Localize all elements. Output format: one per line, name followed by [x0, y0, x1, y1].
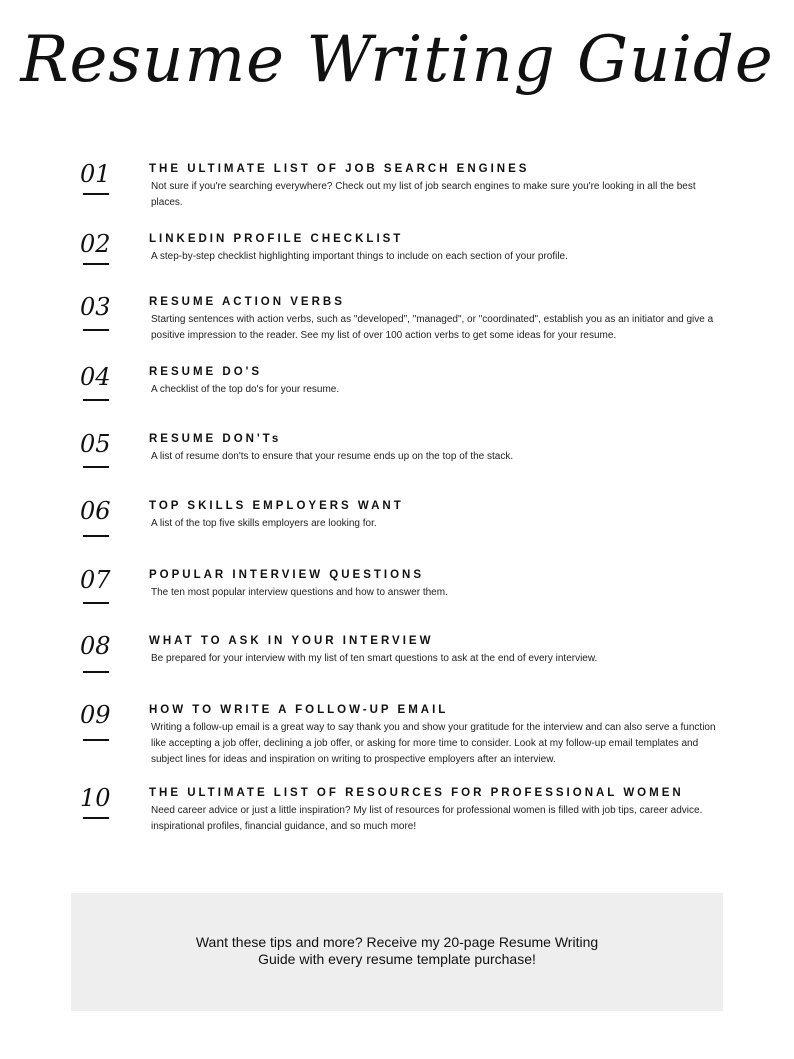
- item-heading: LINKEDIN PROFILE CHECKLIST: [149, 233, 404, 245]
- number-underline: [83, 602, 109, 604]
- item-heading: WHAT TO ASK IN YOUR INTERVIEW: [149, 635, 434, 647]
- number-underline: [83, 466, 109, 468]
- item-heading: THE ULTIMATE LIST OF JOB SEARCH ENGINES: [149, 163, 530, 175]
- item-description: A list of the top five skills employers are looking for.: [151, 518, 377, 529]
- number-underline: [83, 535, 109, 537]
- item-content: [149, 365, 719, 398]
- item-heading: RESUME ACTION VERBS: [149, 296, 345, 308]
- item-number: 10: [80, 784, 111, 812]
- item-description: A list of resume don'ts to ensure that your resume ends up on the top of the stack.: [151, 451, 514, 462]
- item-content: [149, 703, 719, 768]
- item-number: 07: [80, 566, 111, 594]
- cta-text: Want these tips and more? Receive my 20-page Resume Writing Guide with every resume template purchase!: [195, 934, 599, 967]
- item-content: [149, 295, 719, 344]
- number-underline: [83, 739, 109, 741]
- number-underline: [83, 399, 109, 401]
- item-number: 09: [80, 701, 111, 729]
- item-description: A checklist of the top do's for your resume.: [151, 384, 340, 395]
- item-description: Writing a follow-up email is a great way to say thank you and show your gratitude for the interview and can also serve a function like accepting a job offer, declining a job offer, or asking for more time to consider. Look at my follow-up email templates and subject lines for ideas and inspiration on writing to prospective employers after an interview.: [151, 722, 716, 765]
- item-content: [149, 568, 719, 601]
- item-description: Starting sentences with action verbs, such as "developed", "managed", or "coordinated", establish you as an initiator and give a positive impression to the reader. See my list of over 100 action verbs to get some ideas for your resume.: [151, 314, 714, 341]
- item-number: 03: [80, 293, 111, 321]
- item-number: 06: [80, 497, 111, 525]
- number-underline: [83, 671, 109, 673]
- item-content: [149, 634, 719, 667]
- item-number: 04: [80, 363, 111, 391]
- item-content: [149, 232, 719, 265]
- item-description: Be prepared for your interview with my list of ten smart questions to ask at the end of every interview.: [151, 653, 598, 664]
- number-underline: [83, 263, 109, 265]
- page-title: Resume Writing Guide: [20, 23, 774, 97]
- item-content: [149, 499, 719, 532]
- item-heading: HOW TO WRITE A FOLLOW-UP EMAIL: [149, 704, 449, 716]
- item-description: Need career advice or just a little inspiration? My list of resources for professional women is filled with job tips, career advice. inspirational profiles, financial guidance, and so much more!: [151, 805, 703, 832]
- item-content: [149, 162, 719, 211]
- item-heading: TOP SKILLS EMPLOYERS WANT: [149, 500, 404, 512]
- item-description: Not sure if you're searching everywhere? Check out my list of job search engines to make sure you're looking in all the best places.: [151, 181, 696, 208]
- cta-banner: [71, 893, 723, 1011]
- item-content: [149, 786, 719, 835]
- number-underline: [83, 193, 109, 195]
- item-heading: RESUME DO'S: [149, 366, 263, 378]
- item-heading: RESUME DON'Ts: [149, 433, 282, 445]
- item-number: 05: [80, 430, 111, 458]
- item-number: 01: [80, 160, 111, 188]
- number-underline: [83, 329, 109, 331]
- item-number: 02: [80, 230, 111, 258]
- number-underline: [83, 817, 109, 819]
- item-description: A step-by-step checklist highlighting important things to include on each section of your profile.: [151, 251, 568, 262]
- item-content: [149, 432, 719, 465]
- item-number: 08: [80, 632, 111, 660]
- item-heading: THE ULTIMATE LIST OF RESOURCES FOR PROFESSIONAL WOMEN: [149, 787, 684, 799]
- item-heading: POPULAR INTERVIEW QUESTIONS: [149, 569, 425, 581]
- item-description: The ten most popular interview questions and how to answer them.: [151, 587, 448, 598]
